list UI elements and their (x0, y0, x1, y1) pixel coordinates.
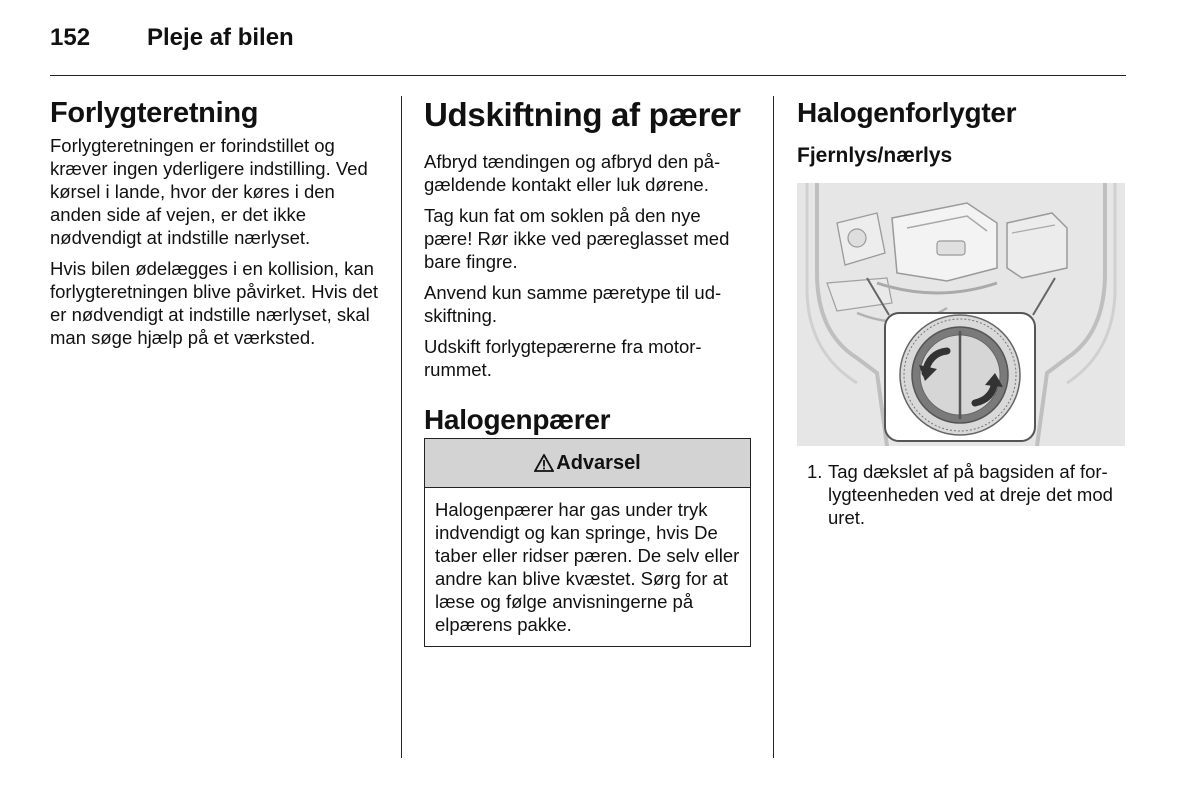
paragraph: Tag kun fat om soklen på den nye pære! Rør ikke ved pæreglasset med bare fingre. (424, 205, 730, 272)
section-title: Pleje af bilen (147, 24, 294, 51)
paragraph: Afbryd tændingen og afbryd den på- gældende kontakt eller luk dørene. (424, 151, 721, 195)
heading-halogenpaerer: Halogenpærer (424, 404, 611, 435)
paragraph: Hvis bilen ødelægges i en kollision, kan forlygteretningen blive påvirket. Hvis det er nødvendigt at indstille nærlyset, skal man søge hjælp på et værksted. (50, 258, 379, 348)
subheading-fjernlys-naerlys: Fjernlys/nærlys (797, 144, 953, 167)
heading-halogenforlygter: Halogenforlygter (797, 97, 1017, 128)
engine-bay-headlamp-cover-illustration (797, 183, 1125, 446)
column-halogenforlygter (797, 96, 1127, 169)
warning-text: Halogenpærer har gas under tryk indvendigt og kan springe, hvis De taber eller ridser pæren. De selv eller andre kan blive kvæstet. Sørg for at læse og følge anvisningerne på elpærens pakke. (435, 499, 740, 635)
step-text: Tag dækslet af på bagsiden af for- lygteenheden ved at dreje det mod uret. (828, 461, 1113, 528)
paragraph: Anvend kun samme pæretype til ud- skiftning. (424, 282, 722, 326)
paragraph: Forlygteretningen er forindstillet og kræver ingen yderligere indstilling. Ved kørsel i lande, hvor der køres i den anden side af vejen, er det ikke nødvendigt at indstille nærlyset. (50, 135, 368, 248)
header-divider (50, 75, 1126, 76)
column-divider-2 (773, 96, 774, 758)
column-divider-1 (401, 96, 402, 758)
column-udskiftning (424, 96, 754, 436)
warning-triangle-icon (534, 454, 554, 472)
warning-label: Advarsel (556, 451, 641, 474)
paragraph: Udskift forlygtepærerne fra motor- rummet. (424, 336, 702, 380)
step-number: 1. (807, 461, 823, 482)
warning-header (425, 439, 750, 488)
page-number: 152 (50, 24, 91, 51)
column-forlygteretning (50, 96, 380, 357)
heading-forlygteretning: Forlygteretning (50, 97, 259, 129)
warning-box (424, 438, 751, 647)
page-header (50, 24, 1126, 60)
heading-udskiftning-af-paerer: Udskiftning af pærer (424, 96, 741, 133)
